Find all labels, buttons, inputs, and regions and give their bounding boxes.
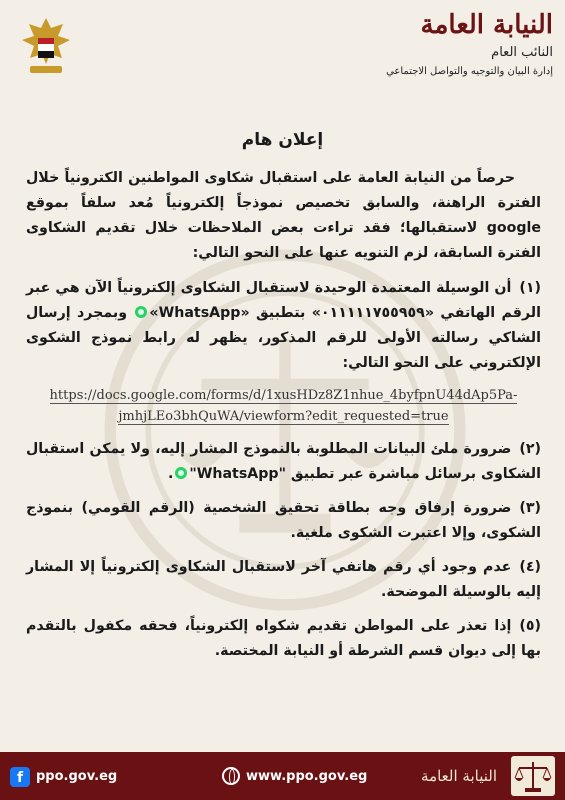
page-footer: [0, 752, 565, 800]
list-item: [26, 276, 541, 376]
intro-paragraph: حرصاً من النيابة العامة على استقبال شكاوى المواطنين الكترونياً خلال الفترة الراهنة، والسابق تخصيص نموذجاً إلكترونياً مُعد سلفاً بموقع google لاستقبالها؛ فقد تراءت بعض الملاحظات خلال تقديم الشكاوى الفترة السابقة، لزم التنويه عنها على النحو التالي:: [26, 170, 541, 261]
item-number: (٣): [519, 500, 541, 516]
complaint-form-link[interactable]: [26, 385, 541, 427]
link-line-1[interactable]: https://docs.google.com/forms/d/1xusHDz8Z1nhue_4byfpnU44dAp5Pa-: [49, 388, 518, 403]
footer-organization-name: النيابة العامة: [421, 767, 497, 785]
item-text: إذا تعذر على المواطن تقديم شكواه إلكترونياً، فحقه مكفول بالتقدم بها إلى ديوان قسم الشرطة أو النيابة المختصة.: [26, 618, 541, 659]
item-text: عدم وجود أي رقم هاتفي آخر لاستقبال الشكاوى إلكترونياً إلا المشار إليه بالوسيلة الموضحة.: [26, 559, 541, 600]
item-text-continued: .: [167, 466, 174, 482]
item-number: (٢): [519, 441, 541, 457]
item-number: (١): [519, 280, 541, 296]
scales-of-justice-icon: [511, 756, 555, 796]
announcement-title: إعلان هام: [241, 130, 324, 150]
item-number: (٤): [519, 559, 541, 575]
organization-block: [343, 8, 553, 80]
department-name: إدارة البيان والتوجيه والتواصل الاجتماعي: [386, 66, 553, 77]
list-item: [26, 496, 541, 546]
item-text: أن الوسيلة المعتمدة الوحيدة لاستقبال الشكاوى إلكترونياً الآن هي عبر الرقم الهاتفي «٠١١١١١٧٥٥٩٥٩» بتطبيق «WhatsApp»: [26, 280, 541, 321]
list-item: [26, 437, 541, 487]
globe-icon[interactable]: [222, 767, 240, 785]
item-text-continued: وبمجرد إرسال الشاكي رسالته الأولى للرقم المذكور، يظهر له رابط نموذج الشكوى الإلكتروني على النحو التالي:: [26, 305, 541, 371]
website-link[interactable]: www.ppo.gov.eg: [246, 769, 368, 784]
item-text: ضرورة إرفاق وجه بطاقة تحقيق الشخصية (الرقم القومي) بنموذج الشكوى، وإلا اعتبرت الشكوى ملغية.: [26, 500, 541, 541]
organization-name: النيابة العامة: [420, 10, 553, 40]
facebook-icon[interactable]: f: [10, 767, 30, 787]
egypt-eagle-emblem-icon: [18, 14, 74, 84]
link-line-2[interactable]: jmhjLEo3bhQuWA/viewform?edit_requested=true: [118, 409, 449, 424]
announcement-body: [26, 166, 541, 673]
list-item: [26, 555, 541, 605]
item-text: ضرورة ملئ البيانات المطلوبة بالنموذج المشار إليه، ولا يمكن استقبال الشكاوى برسائل مباشرة عبر تطبيق "WhatsApp": [26, 441, 541, 482]
whatsapp-icon: [175, 467, 187, 479]
item-number: (٥): [519, 618, 541, 634]
list-item: [26, 614, 541, 664]
facebook-handle[interactable]: ppo.gov.eg: [36, 769, 118, 784]
page-header: [0, 0, 565, 112]
office-title: النائب العام: [491, 45, 553, 60]
whatsapp-icon: [135, 306, 147, 318]
